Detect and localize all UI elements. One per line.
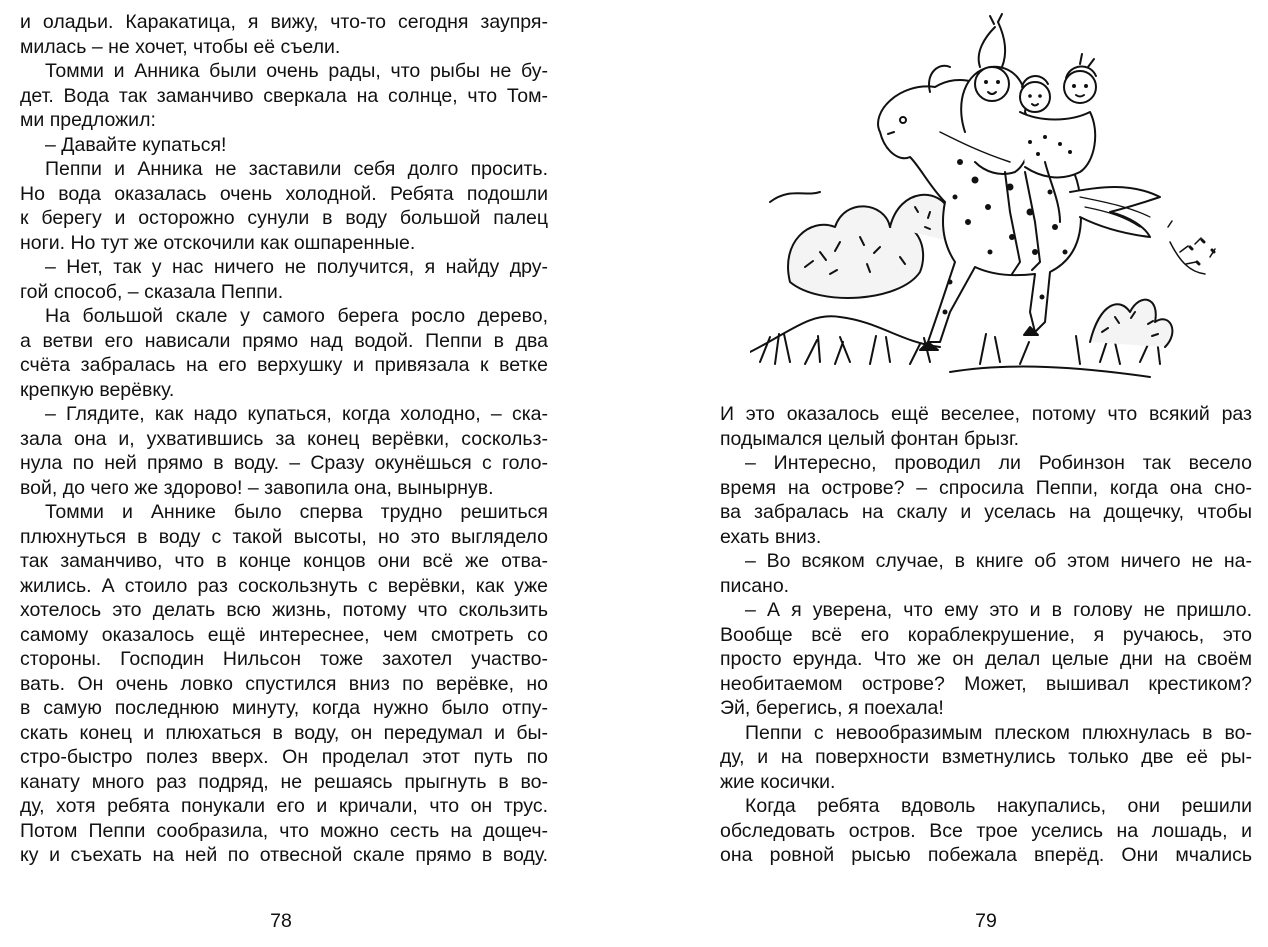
text-line: Пеппи и Анника не заставили себя долго просить. <box>45 158 548 180</box>
text-line: Томми и Аннике было сперва трудно решиться <box>45 501 548 523</box>
text-line: вой, до чего же здорово! – завопила она, вынырнув. <box>20 476 494 499</box>
text-line: хотелось это делать всю жизнь, потому что скользить <box>20 599 548 621</box>
page-number-left: 78 <box>270 910 292 932</box>
text-line: так заманчиво, что в конце концов они всё же отва- <box>20 550 548 572</box>
text-line: ду, хотя ребята понукали его и кричали, что он трус. <box>20 795 548 817</box>
text-line: Но вода оказалась очень холодной. Ребята подошли <box>20 182 548 205</box>
text-line: стро-быстро полез вверх. Он проделал этот путь по <box>20 746 548 768</box>
right-page <box>720 402 1252 868</box>
text-line: – Давайте купаться! <box>45 133 227 156</box>
text-line: Пеппи с невообразимым плеском плюхнулась в во- <box>745 721 1252 744</box>
text-line: Вообще всё его кораблекрушение, я ручаюсь, это <box>720 623 1252 646</box>
text-line: – Интересно, проводил ли Робинзон так весело <box>745 452 1252 474</box>
text-line: необитаемом острове? Может, вышивал крестиком? <box>720 672 1252 695</box>
text-line: гой способ, – сказала Пеппи. <box>20 280 284 303</box>
text-line: стороны. Господин Нильсон тоже захотел участво- <box>20 648 548 670</box>
text-line: ми предложил: <box>20 109 156 131</box>
text-line: – Нет, так у нас ничего не получится, я найду дру- <box>45 256 548 278</box>
text-line: ва забралась на скалу и уселась на дощечку, чтобы <box>720 501 1252 523</box>
text-line: она ровной рысью побежала вперёд. Они мчались <box>720 844 1252 866</box>
text-line: скать конец и плюхаться в воду, он передумал и бы- <box>20 721 548 744</box>
page-number-right: 79 <box>975 910 997 932</box>
text-line: подымался целый фонтан брызг. <box>720 427 1020 450</box>
text-line: – Глядите, как надо купаться, когда холодно, – ска- <box>45 403 548 425</box>
text-line: в самую последнюю минуту, когда нужно было отпу- <box>20 697 548 719</box>
text-line: к берегу и осторожно сунули в воду большой палец <box>20 207 548 229</box>
text-line: ду, и на поверхности взметнулись только две её ры- <box>720 746 1252 768</box>
text-line: жились. А стоило раз соскользнуть с верёвки, как уже <box>20 574 548 597</box>
text-line: жие косички. <box>720 770 836 793</box>
reins-line-icon <box>770 192 820 202</box>
text-line: ноги. Но тут же отскочили как ошпаренные. <box>20 231 416 254</box>
text-line: Томми и Анника были очень рады, что рыбы не бу- <box>45 60 548 82</box>
left-page <box>20 10 548 868</box>
text-line: – Во всяком случае, в книге об этом ничего не на- <box>745 550 1252 572</box>
text-line: крепкую верёвку. <box>20 378 175 401</box>
text-line: плюхнуться в воду с такой высоты, но это выглядело <box>20 525 548 548</box>
text-line: ку и съехать на ней по отвесной скале прямо в воду. <box>20 844 548 866</box>
text-line: обследовать остров. Все трое уселись на лошадь, и <box>720 819 1252 842</box>
text-line: Эй, берегись, я поехала! <box>720 697 944 719</box>
text-line: канату много раз подряд, не решаясь прыгнуть в во- <box>20 770 548 793</box>
text-line: вать. Он очень ловко спустился вниз по верёвке, но <box>20 672 548 695</box>
text-line: счёта забралась на его верхушку и привязала к ветке <box>20 354 548 376</box>
text-line: Потом Пеппи сообразила, что можно сесть на дощеч- <box>20 819 548 842</box>
text-line: ехать вниз. <box>720 525 822 548</box>
text-line: – А я уверена, что ему это и в голову не пришло. <box>745 599 1252 621</box>
text-line: самому оказалось ещё интереснее, чем смотреть со <box>20 623 548 646</box>
text-line: писано. <box>720 574 790 597</box>
text-line: время на острове? – спросила Пеппи, когда она сно- <box>720 476 1252 499</box>
text-line: милась – не хочет, чтобы её съели. <box>20 35 341 58</box>
text-line: а ветви его нависали прямо над водой. Пеппи в два <box>20 329 548 352</box>
text-line: Когда ребята вдоволь накупались, они решили <box>745 795 1252 817</box>
text-line: И это оказалось ещё веселее, потому что всякий раз <box>720 403 1252 425</box>
illustration-horse-riders <box>750 12 1226 392</box>
text-line: дет. Вода так заманчиво сверкала на солнце, что Том- <box>20 84 548 107</box>
text-line: На большой скале у самого берега росло дерево, <box>45 305 548 327</box>
text-line: зала она и, ухватившись за конец верёвки, соскольз- <box>20 427 548 450</box>
text-line: и оладьи. Каракатица, я вижу, что-то сегодня заупря- <box>20 11 548 33</box>
plant-right-icon <box>1090 221 1215 347</box>
text-line: просто ерунда. Что же он делал целые дни на своём <box>720 648 1252 670</box>
text-line: нула по ней прямо в воду. – Сразу окунёшься с голо- <box>20 452 548 474</box>
